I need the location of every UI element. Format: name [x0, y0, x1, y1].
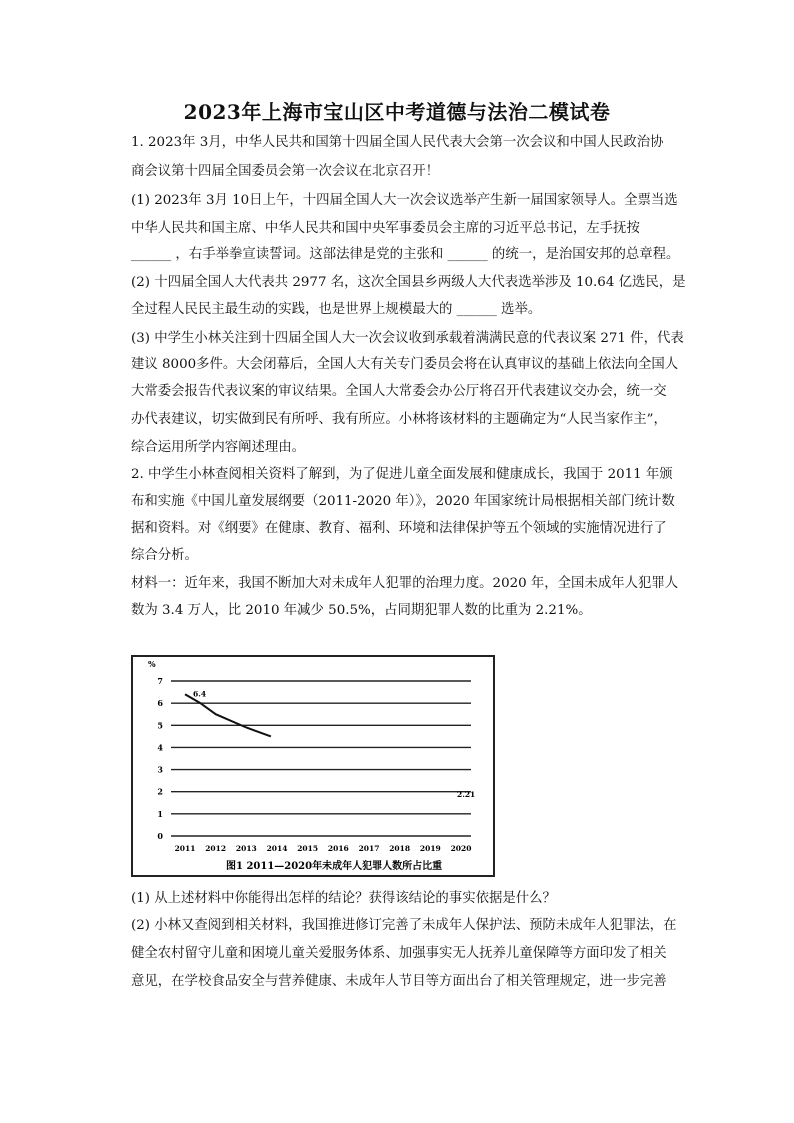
y-tick-label: 1 [157, 808, 163, 819]
text-line: ______ ，右手举拳宣读誓词。这部法律是党的主张和 ______ 的统一，是治国安邦的总章程。 [131, 247, 680, 262]
x-tick-label: 2015 [297, 844, 319, 853]
x-tick-label: 2020 [450, 844, 472, 853]
text-line: 2. 中学生小林查阅相关资料了解到，为了促进儿童全面发展和健康成长，我国于 2011 年颁 [131, 467, 673, 482]
text-line: 据和资料。对《纲要》在健康、教育、福利、环境和法律保护等五个领域的实施情况进行了 [131, 521, 667, 536]
text-line: 健全农村留守儿童和困境儿童关爱服务体系、加强事实无人抚养儿童保障等方面印发了相关 [131, 946, 667, 961]
y-tick-label: 3 [157, 764, 163, 775]
text-line: 商会议第十四届全国委员会第一次会议在北京召开！ [131, 164, 439, 179]
text-line: (3) 中学生小林关注到十四届全国人大一次会议收到承载着满满民意的代表议案 271 件，代表 [131, 331, 684, 346]
y-tick-label: 0 [157, 831, 163, 841]
y-tick-label: 5 [157, 720, 163, 731]
y-tick-label: 4 [157, 742, 163, 753]
y-tick-label: 2 [157, 786, 163, 797]
chart-frame [132, 656, 494, 876]
chart-svg [131, 655, 495, 877]
data-label: 2.21 [457, 790, 476, 800]
text-line: 综合分析。 [131, 548, 198, 563]
text-line: (2) 小林又查阅到相关材料，我国推进修订完善了未成年人保护法、预防未成年人犯罪法，在 [131, 918, 677, 933]
x-tick-label: 2013 [235, 844, 257, 853]
text-line: 综合运用所学内容阐述理由。 [131, 440, 306, 455]
y-tick-label: 6 [157, 698, 163, 709]
text-line: 布和实施《中国儿童发展纲要（2011-2020 年）》，2020 年国家统计局根据相关部门统计数 [131, 494, 675, 509]
text-line: 材料一：近年来，我国不断加大对未成年人犯罪的治理力度。2020 年，全国未成年人犯罪人 [131, 576, 679, 591]
y-axis-unit: % [148, 659, 156, 669]
text-line: (1) 从上述材料中你能得出怎样的结论？获得该结论的事实依据是什么？ [131, 891, 556, 906]
x-tick-label: 2019 [419, 844, 441, 853]
text-line: (1) 2023年 3月 10日上午，十四届全国人大一次会议选举产生新一届国家领导人。全票当选 [131, 193, 678, 208]
text-line: 1. 2023年 3月，中华人民共和国第十四届全国人民代表大会第一次会议和中国人民政治协 [131, 135, 664, 150]
chart-caption: 图1 2011—2020年未成年人犯罪人数所占比重 [226, 861, 443, 872]
x-tick-label: 2014 [266, 844, 288, 853]
text-line: 意见，在学校食品安全与营养健康、未成年人节目等方面出台了相关管理规定，进一步完善 [131, 974, 667, 989]
text-line: 全过程人民民主最生动的实践，也是世界上规模最大的 ______ 选举。 [131, 302, 542, 317]
x-tick-label: 2016 [327, 844, 349, 853]
text-line: 办代表建议，切实做到民有所呼、我有所应。小林将该材料的主题确定为“人民当家作主”， [131, 412, 667, 427]
line-chart-figure [131, 655, 495, 877]
data-label: 6.4 [193, 689, 207, 699]
text-line: 中华人民共和国主席、中华人民共和国中央军事委员会主席的习近平总书记，左手抚按 [131, 221, 640, 236]
text-line: 建议 8000多件。大会闭幕后，全国人大有关专门委员会将在认真审议的基础上依法向全国人 [131, 357, 679, 372]
text-line: (2) 十四届全国人大代表共 2977 名，这次全国县乡两级人大代表选举涉及 10.64 亿选民，是 [131, 275, 686, 290]
y-tick-label: 7 [157, 676, 163, 686]
text-line: 数为 3.4 万人，比 2010 年减少 50.5%，占同期犯罪人数的比重为 2.21%。 [131, 603, 592, 618]
page-title: 2023年上海市宝山区中考道德与法治二模试卷 [183, 100, 611, 124]
text-line: 大常委会报告代表议案的审议结果。全国人大常委会办公厅将召开代表建议交办会，统一交 [131, 384, 667, 399]
x-tick-label: 2018 [389, 844, 411, 853]
x-tick-label: 2017 [358, 844, 380, 853]
x-tick-label: 2012 [205, 844, 227, 853]
x-tick-label: 2011 [174, 844, 196, 853]
